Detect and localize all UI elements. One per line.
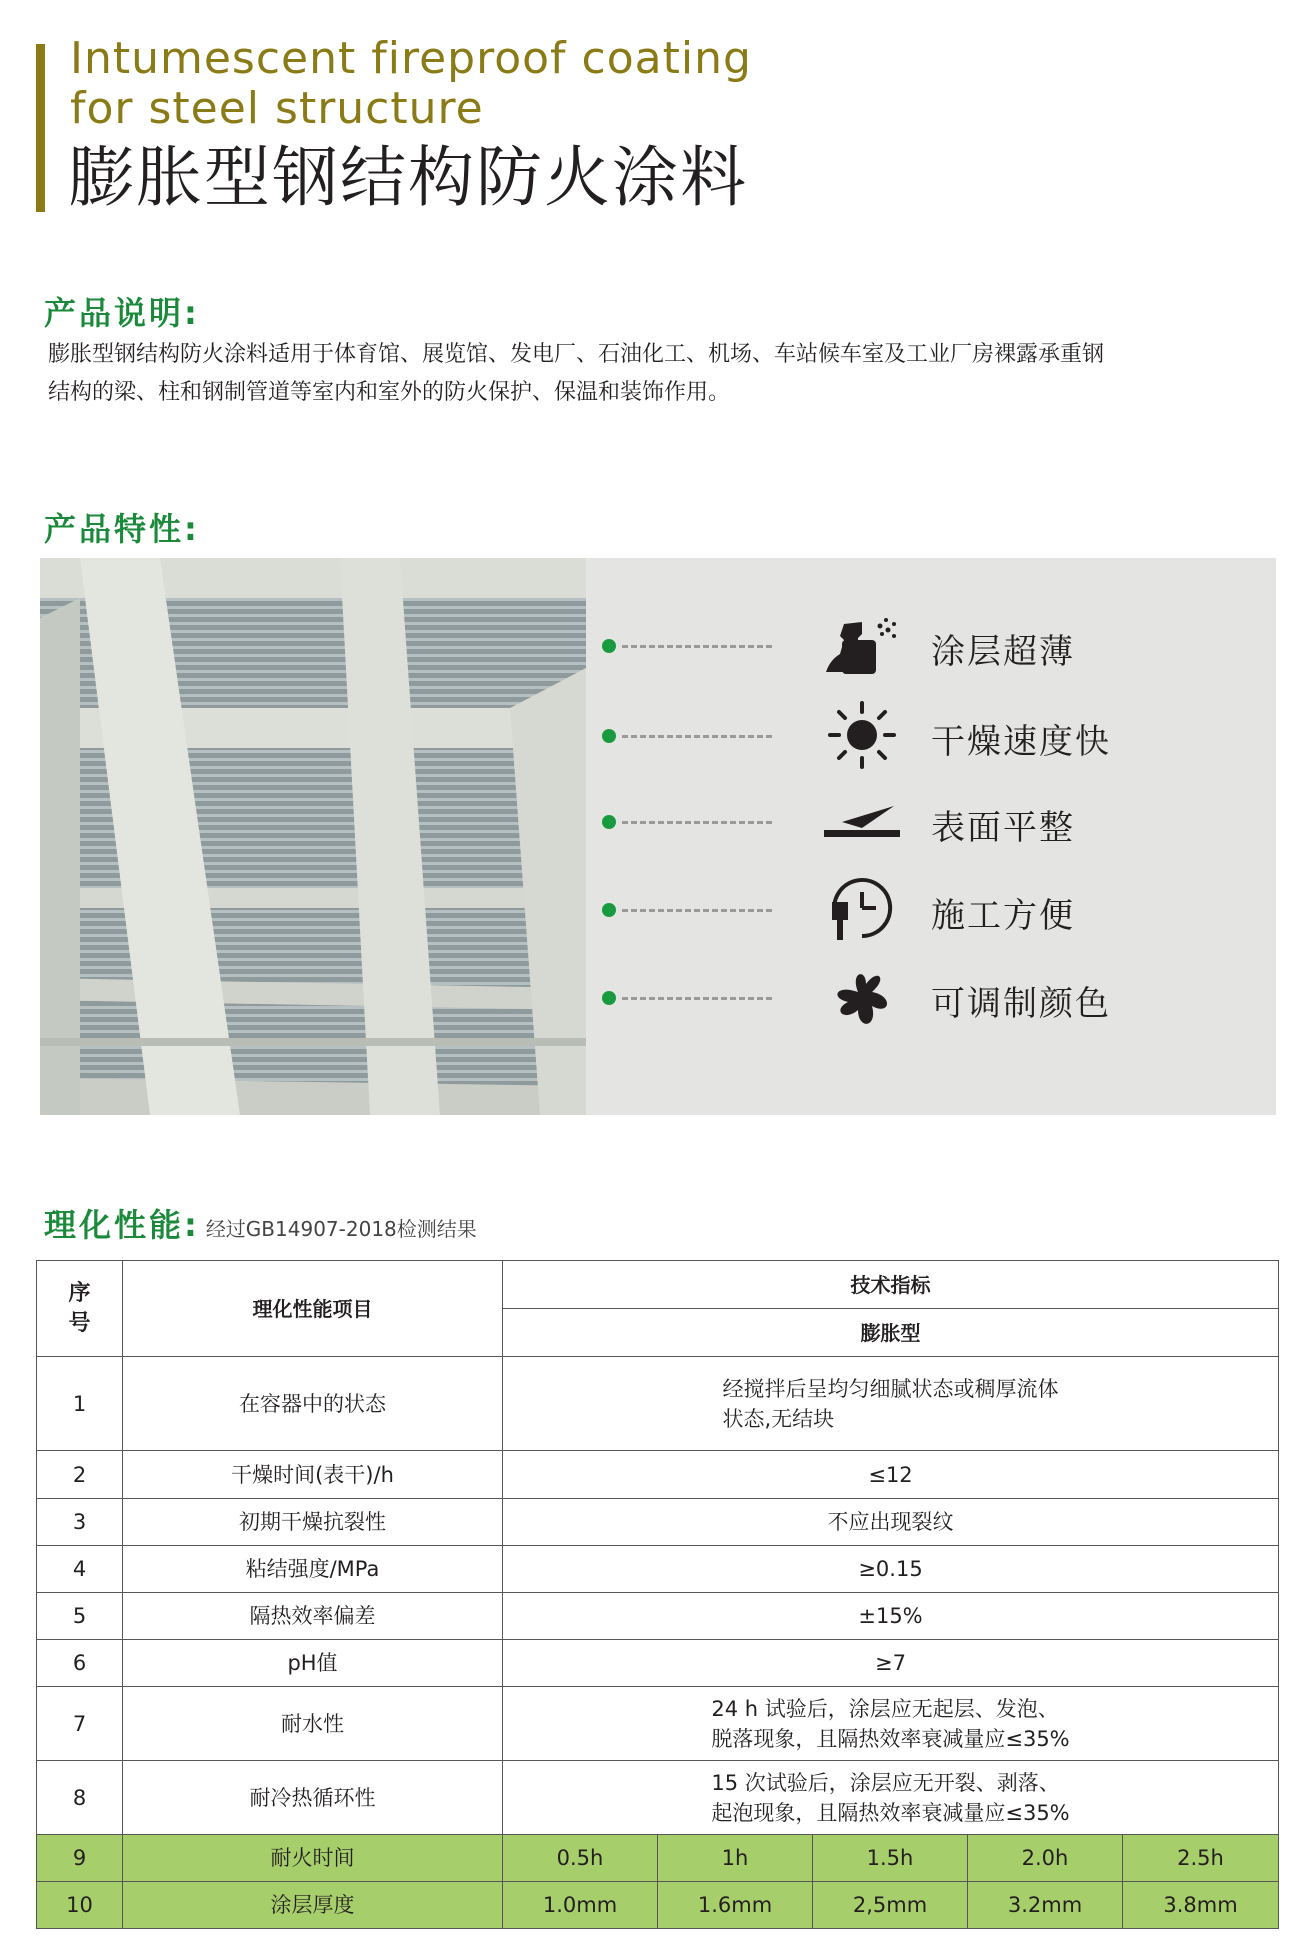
description-heading: 产品说明: [44,294,200,332]
row-value: ±15% [503,1593,1279,1640]
feature-label: 施工方便 [931,896,1075,936]
row-item: 隔热效率偏差 [123,1593,503,1640]
bullet-dot-icon [602,729,616,743]
sun-icon [822,700,902,770]
spray-bottle-icon [822,610,902,680]
thickness-value: 1.0mm [503,1882,658,1929]
feature-item [586,874,1276,944]
row-no: 2 [37,1451,123,1499]
fire-resistance-row [37,1835,1279,1882]
fire-time-value: 1.5h [813,1835,968,1882]
bullet-dot-icon [602,639,616,653]
table-row [37,1593,1279,1640]
row-item: 初期干燥抗裂性 [123,1499,503,1546]
feature-label: 干燥速度快 [931,722,1111,762]
row-value: 24 h 试验后，涂层应无起层、发泡、 脱落现象，且隔热效率衰减量应≤35% [503,1687,1279,1761]
row-item: 干燥时间(表干)/h [123,1451,503,1499]
row-no: 6 [37,1640,123,1687]
feature-item [586,610,1276,680]
dashed-connector [622,909,772,912]
trowel-icon [822,786,902,856]
row-no: 7 [37,1687,123,1761]
properties-heading [44,1200,477,1246]
row-no: 8 [37,1761,123,1835]
row-item: 耐火时间 [123,1835,503,1882]
dashed-connector [622,645,772,648]
row-value: 不应出现裂纹 [503,1499,1279,1546]
row-no: 9 [37,1835,123,1882]
table-row [37,1357,1279,1451]
row-item: 在容器中的状态 [123,1357,503,1451]
title-accent-bar [36,44,45,212]
steel-structure-photo [40,558,586,1115]
table-row [37,1761,1279,1835]
row-no: 5 [37,1593,123,1640]
row-value: 经搅拌后呈均匀细腻状态或稠厚流体 状态,无结块 [503,1357,1279,1451]
thickness-row [37,1882,1279,1929]
title-en-line1: Intumescent fireproof coating [70,33,752,84]
table-row [37,1451,1279,1499]
bullet-dot-icon [602,991,616,1005]
header-type: 膨胀型 [503,1309,1279,1357]
header-item: 理化性能项目 [123,1261,503,1357]
fire-time-value: 2.5h [1123,1835,1279,1882]
row-item: 粘结强度/MPa [123,1546,503,1593]
feature-label: 涂层超薄 [931,632,1075,672]
row-value: ≥0.15 [503,1546,1279,1593]
table-row [37,1499,1279,1546]
row-item: 涂层厚度 [123,1882,503,1929]
row-item: 耐冷热循环性 [123,1761,503,1835]
fire-time-value: 1h [658,1835,813,1882]
feature-item [586,786,1276,856]
row-item: pH值 [123,1640,503,1687]
feature-label: 表面平整 [931,808,1075,848]
description-text [48,336,1278,412]
description-line: 结构的梁、柱和钢制管道等室内和室外的防火保护、保温和装饰作用。 [48,380,731,405]
thickness-value: 1.6mm [658,1882,813,1929]
title-en-line2: for steel structure [70,83,484,134]
features-panel [586,558,1276,1115]
table-row [37,1546,1279,1593]
row-value: 15 次试验后，涂层应无开裂、剥落、 起泡现象，且隔热效率衰减量应≤35% [503,1761,1279,1835]
feature-item [586,962,1276,1032]
dashed-connector [622,735,772,738]
fire-time-value: 0.5h [503,1835,658,1882]
feature-label: 可调制颜色 [931,984,1111,1024]
thickness-value: 3.2mm [968,1882,1123,1929]
page-title: 膨胀型钢结构防火涂料 [68,139,748,216]
properties-table [36,1260,1279,1929]
row-no: 3 [37,1499,123,1546]
table-row [37,1687,1279,1761]
thickness-value: 3.8mm [1123,1882,1279,1929]
properties-note: 经过GB14907-2018检测结果 [205,1217,477,1241]
table-row [37,1640,1279,1687]
features-heading: 产品特性: [44,510,200,548]
dashed-connector [622,821,772,824]
table-header-row [37,1261,1279,1309]
row-no: 1 [37,1357,123,1451]
properties-heading-text: 理化性能: [44,1206,200,1244]
row-no: 4 [37,1546,123,1593]
fire-time-value: 2.0h [968,1835,1123,1882]
row-value: ≥7 [503,1640,1279,1687]
thickness-value: 2,5mm [813,1882,968,1929]
bullet-dot-icon [602,815,616,829]
dashed-connector [622,997,772,1000]
row-item: 耐水性 [123,1687,503,1761]
description-line: 膨胀型钢结构防火涂料适用于体育馆、展览馆、发电厂、石油化工、机场、车站候车室及工业厂房裸露承重钢 [48,342,1105,367]
header-no: 序号 [37,1261,123,1357]
feature-item [586,700,1276,770]
row-no: 10 [37,1882,123,1929]
row-value: ≤12 [503,1451,1279,1499]
color-splash-icon [822,962,902,1032]
brush-clock-icon [822,874,902,944]
bullet-dot-icon [602,903,616,917]
header-spec: 技术指标 [503,1261,1279,1309]
